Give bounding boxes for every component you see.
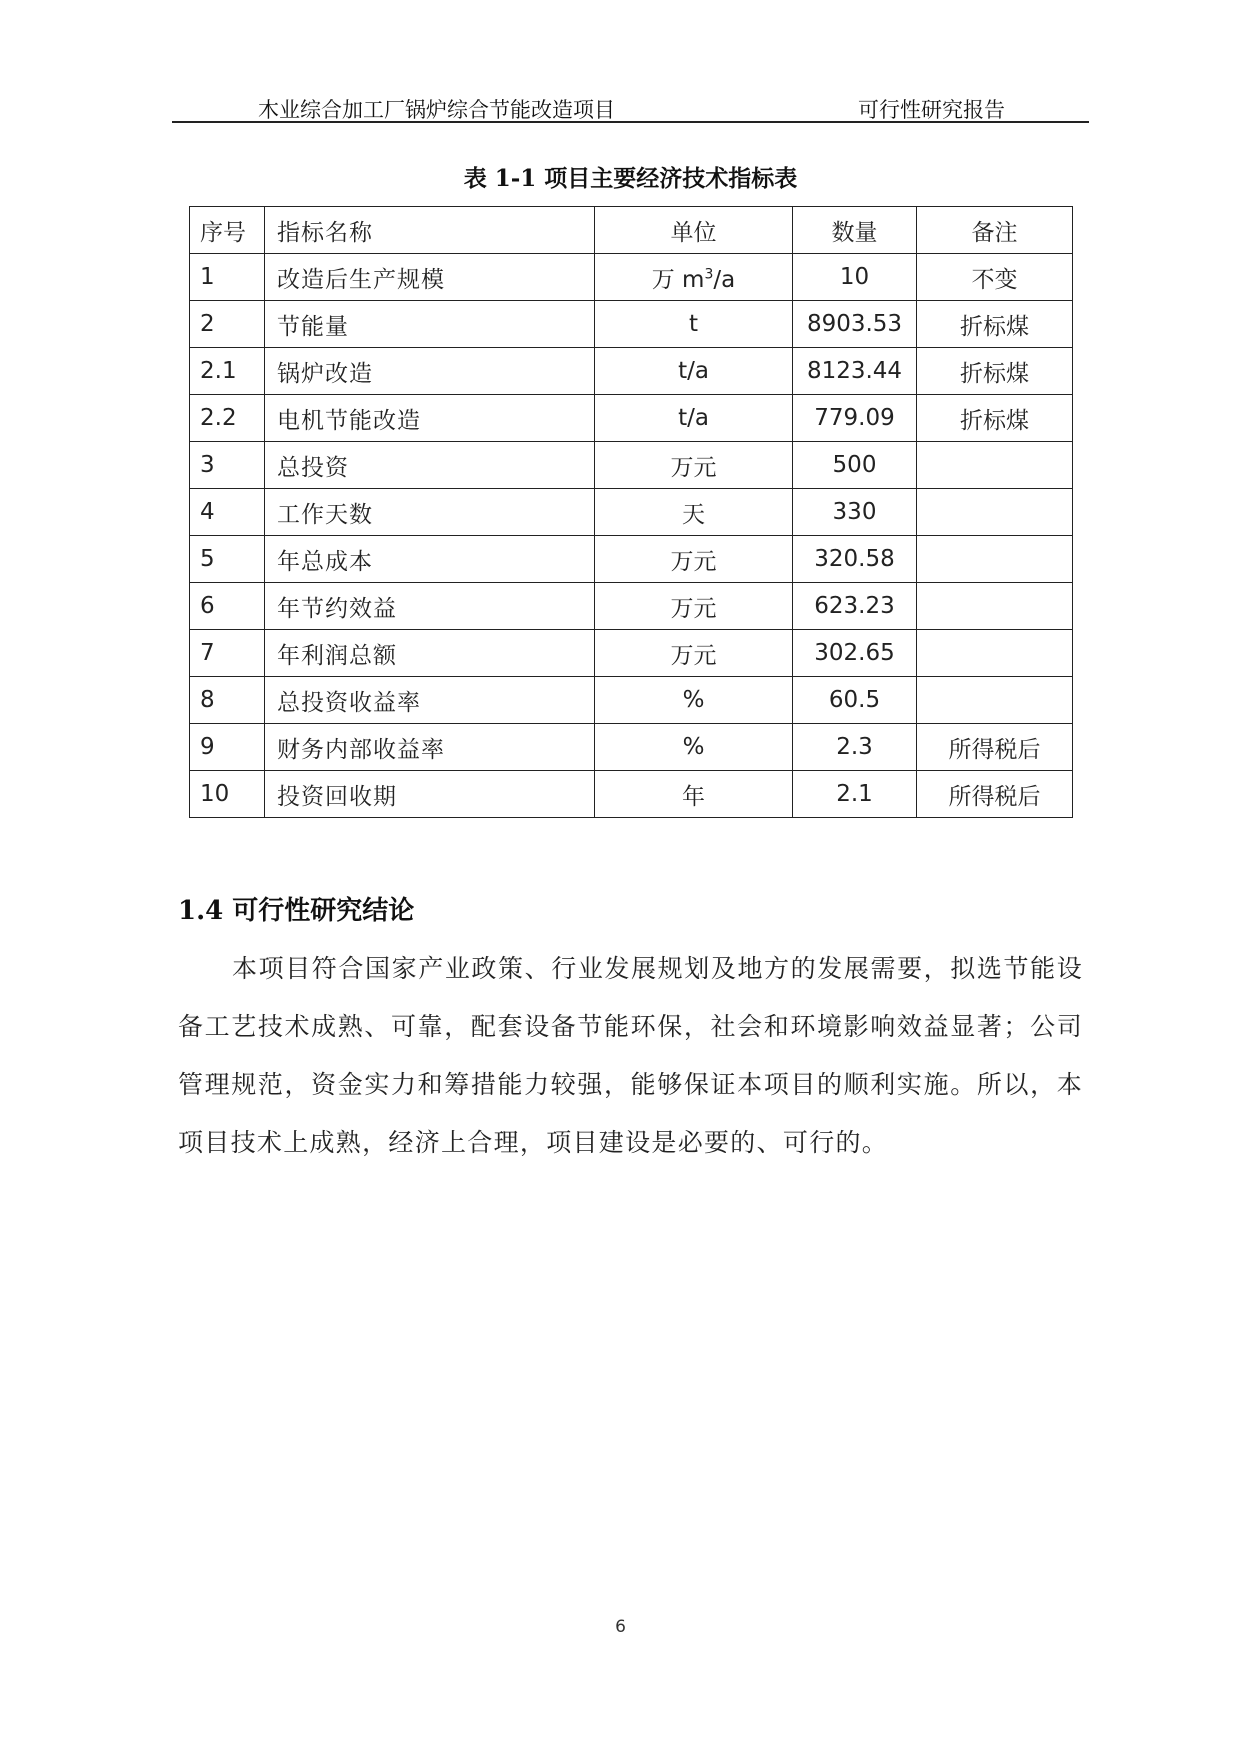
row-name: 总投资收益率	[265, 677, 595, 724]
row-note	[917, 442, 1073, 489]
row-name: 锅炉改造	[265, 348, 595, 395]
table-row	[190, 395, 1073, 442]
row-name: 工作天数	[265, 489, 595, 536]
page-number: 6	[615, 1617, 626, 1637]
row-unit: t/a	[595, 348, 793, 395]
row-no: 6	[190, 583, 265, 630]
row-note: 所得税后	[917, 771, 1073, 818]
row-note: 不变	[917, 254, 1073, 301]
row-no: 10	[190, 771, 265, 818]
column-header-quantity: 数量	[793, 207, 917, 254]
row-unit: 万元	[595, 630, 793, 677]
table-row	[190, 583, 1073, 630]
row-quantity: 302.65	[793, 630, 917, 677]
row-note	[917, 630, 1073, 677]
row-quantity: 779.09	[793, 395, 917, 442]
economic-indicators-table	[189, 206, 1073, 818]
section-heading: 1.4 可行性研究结论	[178, 896, 415, 926]
row-name: 年节约效益	[265, 583, 595, 630]
header-divider	[172, 121, 1089, 123]
row-no: 2.1	[190, 348, 265, 395]
row-no: 9	[190, 724, 265, 771]
row-unit: t	[595, 301, 793, 348]
table-row	[190, 536, 1073, 583]
row-quantity: 2.3	[793, 724, 917, 771]
column-header-name: 指标名称	[265, 207, 595, 254]
row-quantity: 8903.53	[793, 301, 917, 348]
unit-superscript: 3	[704, 265, 714, 282]
column-header-no: 序号	[190, 207, 265, 254]
row-quantity: 500	[793, 442, 917, 489]
row-no: 5	[190, 536, 265, 583]
row-quantity: 623.23	[793, 583, 917, 630]
conclusion-paragraph: 本项目符合国家产业政策、行业发展规划及地方的发展需要，拟选节能设备工艺技术成熟、可靠，配套设备节能环保，社会和环境影响效益显著；公司管理规范，资金实力和筹措能力较强，能够保证本项目的顺利实施。所以，本项目技术上成熟，经济上合理，项目建设是必要的、可行的。	[178, 954, 1083, 1157]
row-name: 财务内部收益率	[265, 724, 595, 771]
row-quantity: 330	[793, 489, 917, 536]
table-row	[190, 771, 1073, 818]
column-header-unit: 单位	[595, 207, 793, 254]
row-unit: 年	[595, 771, 793, 818]
row-no: 2.2	[190, 395, 265, 442]
table-row	[190, 348, 1073, 395]
row-unit: %	[595, 677, 793, 724]
table-header-row	[190, 207, 1073, 254]
row-name: 电机节能改造	[265, 395, 595, 442]
row-quantity: 10	[793, 254, 917, 301]
table-row	[190, 301, 1073, 348]
row-name: 年利润总额	[265, 630, 595, 677]
row-unit: 万元	[595, 442, 793, 489]
row-unit: 天	[595, 489, 793, 536]
row-note: 所得税后	[917, 724, 1073, 771]
row-unit	[595, 254, 793, 301]
unit-tail: /a	[713, 266, 736, 293]
row-note	[917, 583, 1073, 630]
table-row	[190, 630, 1073, 677]
table-row	[190, 442, 1073, 489]
row-no: 4	[190, 489, 265, 536]
row-note: 折标煤	[917, 395, 1073, 442]
row-quantity: 2.1	[793, 771, 917, 818]
row-name: 投资回收期	[265, 771, 595, 818]
column-header-note: 备注	[917, 207, 1073, 254]
unit-main: 万 m	[651, 266, 705, 293]
row-note	[917, 536, 1073, 583]
row-unit: 万元	[595, 583, 793, 630]
row-name: 节能量	[265, 301, 595, 348]
row-no: 1	[190, 254, 265, 301]
row-note: 折标煤	[917, 301, 1073, 348]
row-quantity: 8123.44	[793, 348, 917, 395]
row-name: 年总成本	[265, 536, 595, 583]
row-no: 8	[190, 677, 265, 724]
row-quantity: 320.58	[793, 536, 917, 583]
table-row	[190, 489, 1073, 536]
header-project-title: 木业综合加工厂锅炉综合节能改造项目	[258, 98, 615, 122]
row-note: 折标煤	[917, 348, 1073, 395]
row-note	[917, 489, 1073, 536]
table-row	[190, 724, 1073, 771]
row-quantity: 60.5	[793, 677, 917, 724]
header-report-type: 可行性研究报告	[858, 98, 1005, 122]
row-name: 总投资	[265, 442, 595, 489]
table-caption: 表 1-1 项目主要经济技术指标表	[463, 165, 798, 192]
row-unit: t/a	[595, 395, 793, 442]
table-row	[190, 677, 1073, 724]
row-unit: %	[595, 724, 793, 771]
row-no: 7	[190, 630, 265, 677]
row-no: 2	[190, 301, 265, 348]
row-name: 改造后生产规模	[265, 254, 595, 301]
row-note	[917, 677, 1073, 724]
row-unit: 万元	[595, 536, 793, 583]
row-no: 3	[190, 442, 265, 489]
table-row	[190, 254, 1073, 301]
